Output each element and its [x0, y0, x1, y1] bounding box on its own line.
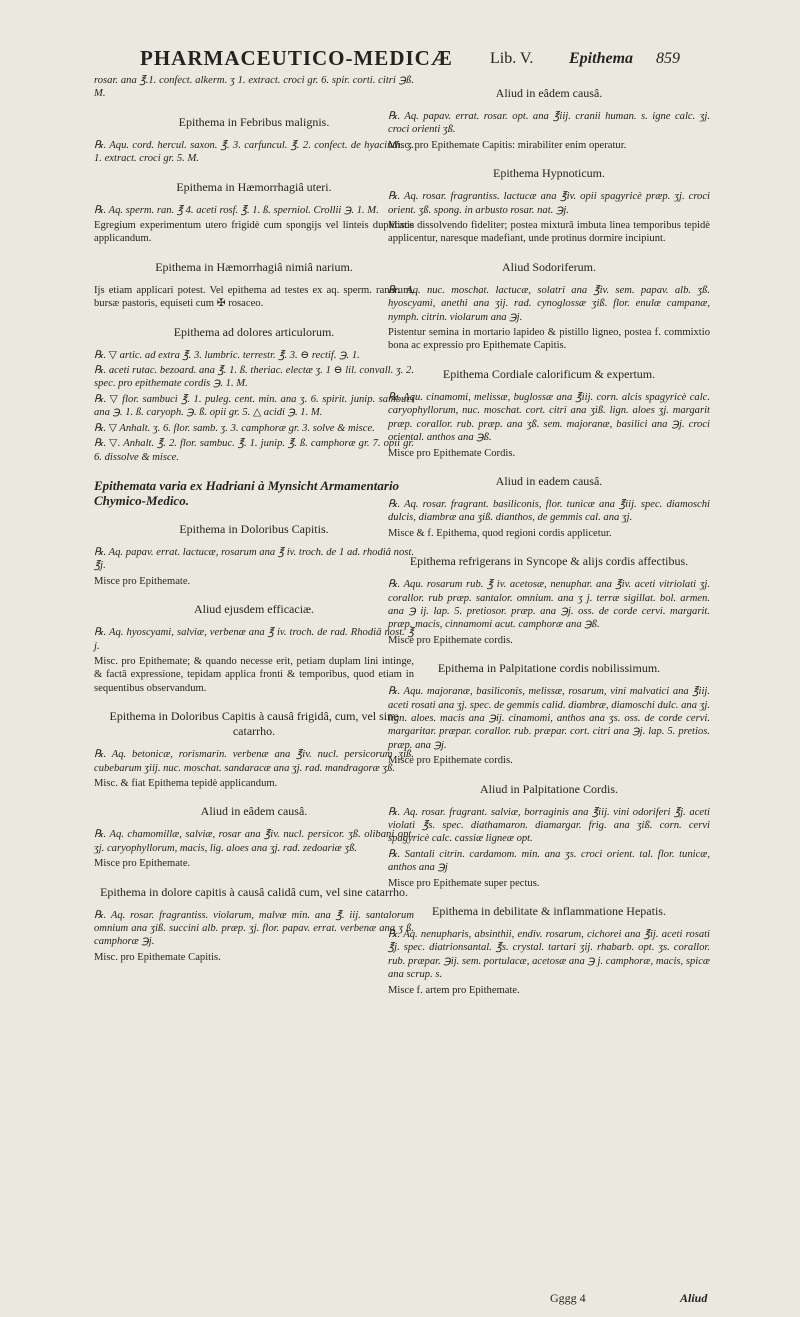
recipe-paragraph: ℞. Aqu. cinamomi, melissæ, buglossæ ana ℥iij. corn. alcis spagyricè calc. caryophyllorum, nuc. moschat. cort. citri ana ʒiß. lign. aloes ʒj. margarit præp. corallor. rub. præp. ana ʒß. sem. majoranæ, basilici ana ℈j. croci oriental. anthos ana ℈ß.: [388, 391, 710, 444]
instruction-paragraph: Misc. pro Epithemate Capitis.: [94, 951, 221, 963]
page-number: 859: [656, 50, 680, 67]
recipe-paragraph: ℞. Aq. rosar. fragrantiss. lactucæ ana ℥iv. opii spagyricè præp. ʒj. croci orient. ʒß. spong. in arbusto rosar. nat. ℈j.: [388, 191, 710, 216]
section-heading: Aliud in eâdem causâ.: [495, 86, 603, 100]
section-heading: Epithema in dolore capitis à causâ calidâ cum, vel sine catarrho.: [100, 884, 408, 899]
recipe-paragraph: ℞. Aq. papav. errat. rosar. opt. ana ℥iij. cranii human. s. igne calc. ʒj. croci orienti ʒß.: [388, 111, 710, 136]
recipe-paragraph: ℞. Aq. papav. errat. lactucæ, rosarum ana ℥ iv. troch. de 1 ad. rhodiâ nost. ℥j.: [94, 546, 414, 572]
instruction-paragraph: Misce pro Epithemate.: [94, 858, 191, 870]
recipe-paragraph: ℞. Aq. hyoscyami, salviæ, verbenæ ana ℥ iv. troch. de rad. Rhodiâ nost. ℥ j.: [94, 627, 414, 652]
recipe-paragraph: ℞. ▽. Anhalt. ℥. 2. flor. sambuc. ℥. 1. junip. ℥. ß. camphoræ gr. 7. opii gr. 6. dissolve & misce.: [94, 438, 414, 463]
running-header: [0, 40, 800, 74]
instruction-paragraph: Misce & f. Epithema, quod regioni cordis applicetur.: [388, 527, 612, 539]
section-heading: Epithema ad dolores articulorum.: [173, 324, 335, 339]
section-heading: Epithema refrigerans in Syncope & alijs cordis affectibus.: [409, 554, 689, 569]
instruction-paragraph: Misce f. artem pro Epithemate.: [388, 984, 520, 996]
section-heading: Aliud in Palpitatione Cordis.: [480, 781, 618, 796]
recipe-paragraph: ℞. Aq. rosar. fragrantiss. violarum, malvæ min. ana ℥. iij. santalorum omnium ana ʒiß. succini alb. præp. ʒj. flor. papav. errat. verbenæ ana ʒ ß. camphoræ ℈j.: [94, 909, 414, 948]
section-heading: Aliud in eadem causâ.: [495, 473, 603, 488]
running-title: PHARMACEUTICO-MEDICÆ: [140, 46, 453, 70]
recipe-paragraph: ℞. Santali citrin. cardamom. min. ana ʒs. croci orient. tal. flor. tunicæ, anthos ana ℈j: [388, 848, 710, 874]
recipe-paragraph: ℞. Aqu. cord. hercul. saxon. ℥. 3. carfuncul. ℥. 2. confect. de hyacinth. ʒ. 1. extract. croci gr. 5. M.: [94, 139, 414, 165]
instruction-paragraph: Egregium experimentum utero frigidè cum spongijs vel linteis duplicatis applicandum.: [94, 220, 414, 245]
section-heading: Epithema in Hæmorrhagiâ uteri.: [176, 179, 332, 194]
recipe-paragraph: ℞. Aq. chamomillæ, salviæ, rosar ana ℥iv. nucl. persicor. ʒß. olibani opt. ʒj. caryophyllorum, macis, lig. aloes ana ʒj. rad. zedoariæ ʒß.: [94, 829, 414, 854]
instruction-paragraph: Misce pro Epithemate cordis.: [388, 634, 513, 646]
section-heading: Epithema in Doloribus Capitis.: [179, 521, 329, 536]
section-heading: Aliud in eâdem causâ.: [200, 804, 308, 819]
recipe-paragraph: ℞. ▽ artic. ad extra ℥. 3. lumbric. terrestr. ℥. 3. ⊖ rectif. ℈. 1.: [94, 349, 360, 361]
instruction-paragraph: Pistentur semina in mortario lapideo & pistillo ligneo, postea f. commixtio bona ac expressio pro Epithemate Capitis.: [388, 327, 710, 352]
section-heading: Epithema in debilitate & inflammatione Hepatis.: [432, 904, 666, 919]
recipe-paragraph: ℞. Aq. rosar. fragrant. salviæ, borraginis ana ℥iij. vini odoriferi ℥j. aceti violati ℥s. spec. diathamaron. diamargar. frig. ana ʒiß. corn. cervi spagyricè calc. cassiæ ligneæ opt.: [388, 806, 710, 845]
instruction-paragraph: Misce dissolvendo fideliter; postea mixturâ imbuta linea temporibus tepidè applicentur, naresque madefiant, unde protinus dormire incipiunt.: [388, 220, 710, 245]
recipe-paragraph: ℞. Aq. sperm. ran. ℥ 4. aceti rosf. ℥. 1. ß. sperniol. Crollii ℈. 1. M.: [94, 204, 379, 216]
section-heading: Epithema in Hæmorrhagiâ nimiâ narium.: [155, 259, 353, 274]
right-column: [388, 72, 710, 999]
section-heading: Epithema in Palpitatione cordis nobilissimum.: [437, 661, 661, 676]
instruction-paragraph: Misc. pro Epithemate; & quando necesse erit, petiam duplam lini intinge, & factâ expressione, tepidam applica fronti & temporibus, quod etiam in sequentibus observandum.: [94, 655, 414, 694]
instruction-paragraph: Misce pro Epithemate cordis.: [388, 755, 513, 767]
section-name: Epithema: [569, 50, 634, 67]
left-column: [94, 72, 414, 966]
recipe-paragraph: ℞. aceti rutac. bezoard. ana ℥. 1. ß. theriac. electæ ʒ. 1 ⊖ lil. convall. ʒ. 2. spec. pro epithemate cordis ℈. 1. M.: [94, 365, 414, 390]
section-heading: Aliud Sodoriferum.: [502, 259, 596, 274]
recipe-paragraph: ℞. Aq. nuc. moschat. lactucæ, solatri ana ℥iv. sem. papav. alb. ʒß. hyoscyami, anethi ana ʒij. rad. cynoglossæ ʒiß. flor. enulæ campanæ, nymph. citrin. violarum ana ℈j.: [388, 284, 710, 323]
instruction-paragraph: Misc. & fiat Epithema tepidè applicandum.: [94, 777, 278, 789]
recipe-paragraph: ℞. ▽ flor. sambuci ℥. 1. puleg. cent. min. ana ʒ. 6. spirit. junip. sambuci ana ℈. 1. ß. caryoph. ℈. ß. opii gr. 5. △ acidi ℈. 1. M.: [94, 393, 414, 419]
recipe-paragraph: ℞. Aq. rosar. fragrant. basiliconis, flor. tunicæ ana ℥iij. spec. diamoschi dulcis, diambræ ana ʒiß. dianthos, de gemmis cal. ana ʒj.: [388, 498, 710, 524]
recipe-paragraph: ℞. Aqu. majoranæ, basiliconis, melissæ, rosarum, vini malvatici ana ℥iij. aceti rosati ana ʒj. spec. de gemmis calid. diambræ, diamoschi dulc. ana ʒj. lign. aloes. macis ana ℈ij. cinamomi, anthos ana ʒs. oss. de corde cervi. margaritar. præpar. corallor. rub. præpar. cort. citri ana ℈j. lap. 5. pretios. præp. ana ℈j.: [388, 686, 710, 751]
section-heading: Epithema in Doloribus Capitis à causâ frigidâ, cum, vel sine catarrho.: [109, 709, 399, 739]
instruction-paragraph: Misce pro Epithemate Cordis.: [388, 447, 516, 459]
section-heading: Epithema Cordiale calorificum & expertum.: [442, 366, 656, 381]
recipe-paragraph: ℞. ▽ Anhalt. ʒ. 6. flor. samb. ʒ. 3. camphoræ gr. 3. solve & misce.: [94, 422, 375, 434]
signature-mark: Gggg 4: [550, 1291, 586, 1305]
instruction-paragraph: Misc. pro Epithemate Capitis: mirabiliter enim operatur.: [388, 139, 627, 151]
instruction-paragraph: Misce pro Epithemate.: [94, 575, 191, 587]
instruction-paragraph: Ijs etiam applicari potest. Vel epithema ad testes ex aq. sperm. ranarum, bursæ pastoris, equiseti cum ✠ rosaceo.: [94, 284, 414, 310]
recipe-paragraph: ℞. Aq. betonicæ, rorismarin. verbenæ ana ℥iv. nucl. persicorum ʒiß. cubebarum ʒiij. nuc. moschat. sandaracæ ana ʒj. rad. mandragoræ ʒß.: [94, 749, 414, 774]
instruction-paragraph: Misce pro Epithemate super pectus.: [388, 877, 540, 889]
recipe-paragraph: ℞. Aqu. rosarum rub. ℥ iv. acetosæ, nenuphar. ana ℥iv. aceti vitriolati ʒj. corallor. rub præp. santalor. omnium. ana ʒ j. terræ sigillat. bol. armen. ana ℈ ij. lap. 5. pretiosor. præp. ana ℈j. oss. de corde cervi. margarit. præp. macis, cinnamomi acut. camphoræ ana ℈ß.: [388, 579, 710, 631]
book-number: Lib. V.: [490, 50, 534, 67]
section-heading: Aliud ejusdem efficaciæ.: [193, 602, 315, 617]
section-heading: Epithema Hypnoticum.: [493, 166, 605, 181]
section-heading: Epithema in Febribus malignis.: [178, 114, 330, 129]
catchword: Aliud: [680, 1291, 708, 1305]
recipe-paragraph: rosar. ana ℥.1. confect. alkerm. ʒ 1. extract. croci gr. 6. spir. corti. citri ℈ß. M.: [94, 75, 414, 100]
recipe-paragraph: ℞. Aq. nenupharis, absinthii, endiv. rosarum, cichorei ana ℥ij. aceti rosati ℥j. spec. diatrionsantal. ℥s. crystal. tartari ʒij. rhabarb. opt. ʒs. corallor. rub. præpar. ℈ij. sem. portulacæ, acetosæ ana ℈ j. camphoræ, macis, spicæ ana scrup. s.: [388, 929, 710, 981]
chapter-heading: Epithemata varia ex Hadriani à Mynsicht Armamentario Chymico-Medico.: [94, 477, 400, 508]
